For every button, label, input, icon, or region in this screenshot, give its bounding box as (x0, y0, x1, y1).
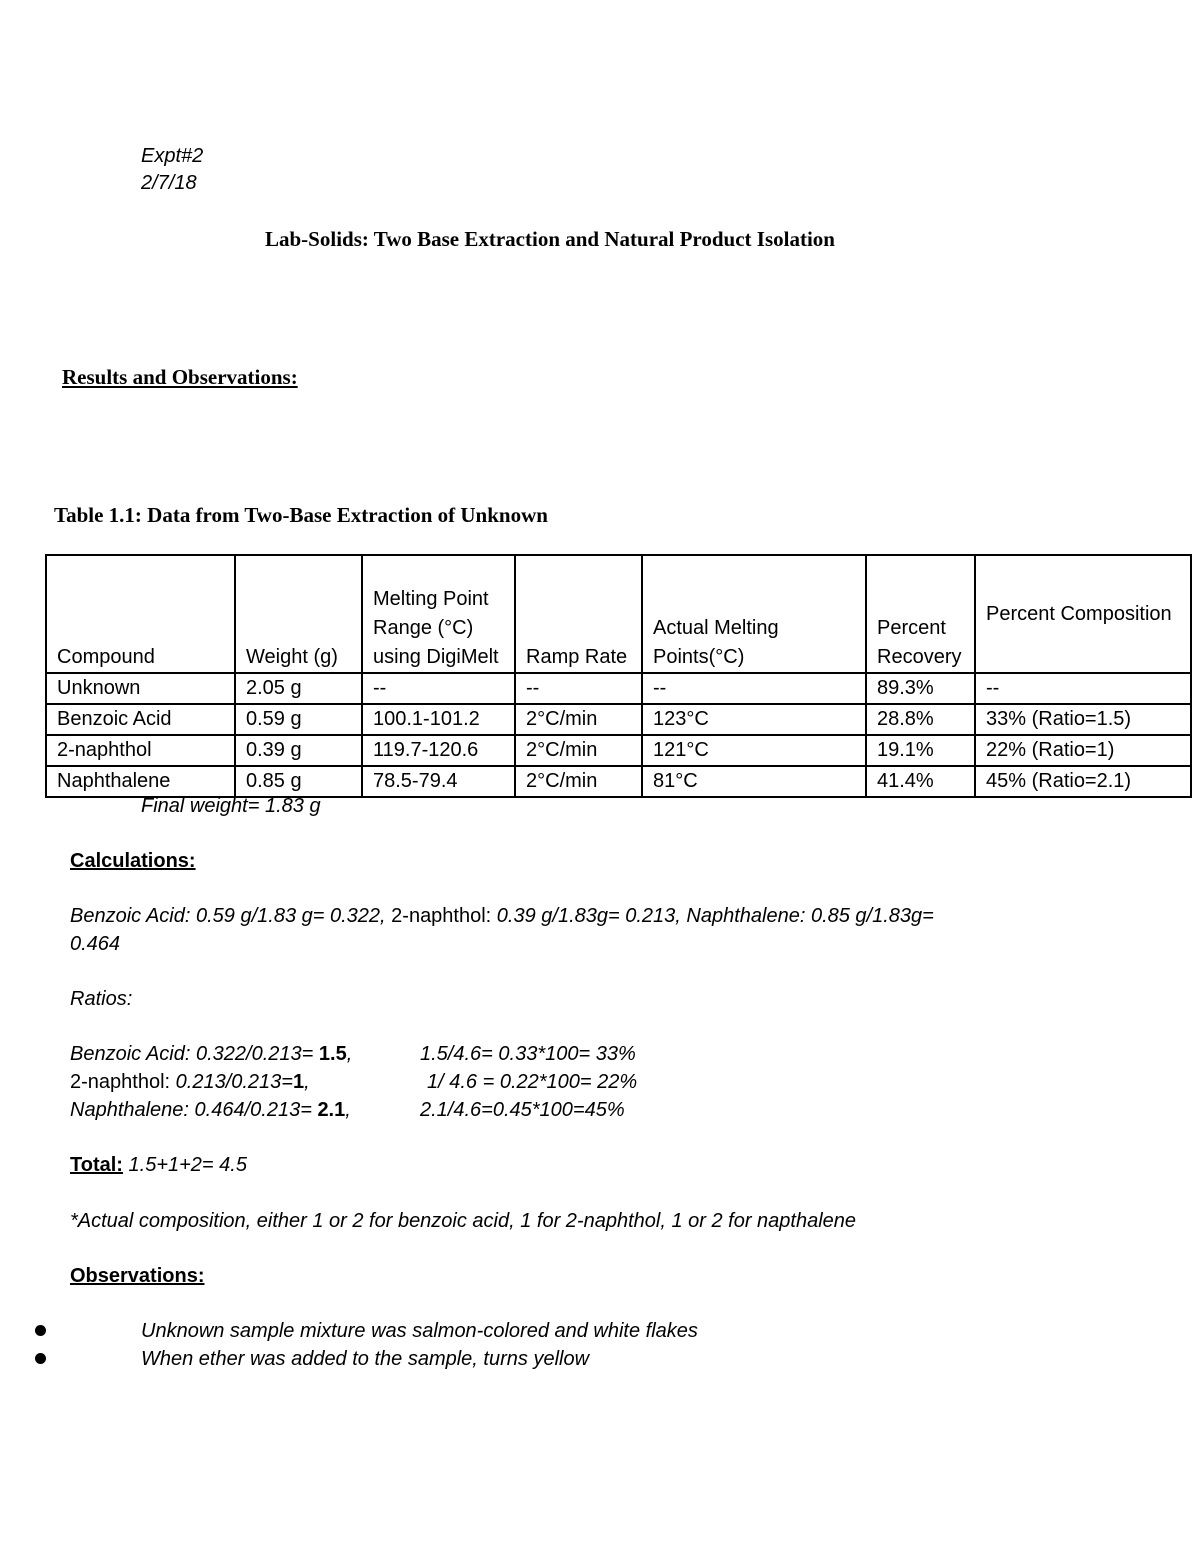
table-cell: 0.59 g (235, 704, 362, 735)
table-caption: Table 1.1: Data from Two-Base Extraction of Unknown (54, 503, 548, 527)
calculations-heading: Calculations: (70, 850, 196, 872)
document-title: Lab-Solids: Two Base Extraction and Natural Product Isolation (265, 227, 835, 251)
data-table (45, 554, 1192, 798)
table-cell: -- (642, 673, 866, 704)
total-value: 1.5+1+2= 4.5 (122, 1154, 247, 1176)
calc-benzoic-text: Benzoic Acid: 0.59 g/1.83 g= 0.322, (70, 905, 392, 927)
table-cell: Benzoic Acid (46, 704, 235, 735)
table-cell: 0.39 g (235, 735, 362, 766)
composition-note: *Actual composition, either 1 or 2 for benzoic acid, 1 for 2-naphthol, 1 or 2 for napthalene (70, 1210, 857, 1232)
header-cell: Weight (g) (235, 555, 362, 673)
bullet-icon (35, 1325, 46, 1336)
table-cell: -- (975, 673, 1191, 704)
ratio-benzoic-expr: Benzoic Acid: 0.322/0.213= (70, 1043, 319, 1065)
ratio-naphthol (70, 1071, 310, 1094)
ratio-naphthalene-expr: Naphthalene: 0.464/0.213= (70, 1099, 318, 1121)
table-cell: 121°C (642, 735, 866, 766)
table-cell: 28.8% (866, 704, 975, 735)
total-line (70, 1154, 247, 1177)
calc-line-1 (70, 905, 934, 928)
ratio-benzoic-comma: , (346, 1043, 353, 1065)
observations-heading: Observations: (70, 1265, 205, 1287)
observation-item: When ether was added to the sample, turns yellow (141, 1348, 590, 1370)
table-cell: 100.1-101.2 (362, 704, 515, 735)
header-cell: Actual Melting Points(°C) (642, 555, 866, 673)
ratio-naphthalene (70, 1099, 351, 1122)
table-cell: 19.1% (866, 735, 975, 766)
ratio-naphthol-comma: , (304, 1071, 310, 1093)
table-cell: 2-naphthol (46, 735, 235, 766)
ratios-label: Ratios: (70, 988, 133, 1010)
table-cell: -- (515, 673, 642, 704)
ratio-naphthol-label: 2-naphthol: (70, 1071, 176, 1093)
table-row (46, 735, 1191, 766)
table-cell: 45% (Ratio=2.1) (975, 766, 1191, 797)
table-row (46, 704, 1191, 735)
ratio-benzoic-percent: 1.5/4.6= 0.33*100= 33% (420, 1043, 636, 1065)
table-cell: 0.85 g (235, 766, 362, 797)
calc-naphthol-label: 2-naphthol: (391, 905, 497, 927)
table-cell: 78.5-79.4 (362, 766, 515, 797)
ratio-naphthol-expr: 0.213/0.213= (175, 1071, 293, 1093)
ratio-naphthol-percent: 1/ 4.6 = 0.22*100= 22% (427, 1071, 638, 1093)
observation-item: Unknown sample mixture was salmon-colored and white flakes (141, 1320, 698, 1342)
experiment-date: 2/7/18 (141, 172, 197, 194)
total-label: Total: (70, 1154, 123, 1176)
table-cell: 89.3% (866, 673, 975, 704)
calc-rest-text: 0.39 g/1.83g= 0.213, Naphthalene: 0.85 g/1.83g= (496, 905, 934, 927)
table-cell: 123°C (642, 704, 866, 735)
ratio-benzoic (70, 1043, 352, 1066)
table-cell: 2°C/min (515, 766, 642, 797)
ratio-naphthalene-value: 2.1 (317, 1099, 346, 1121)
table-cell: -- (362, 673, 515, 704)
table-cell: 22% (Ratio=1) (975, 735, 1191, 766)
bullet-icon (35, 1353, 46, 1364)
results-heading: Results and Observations: (62, 365, 298, 389)
table-row (46, 673, 1191, 704)
ratio-benzoic-value: 1.5 (318, 1043, 347, 1065)
table-header-row (46, 555, 1191, 673)
table-cell: 41.4% (866, 766, 975, 797)
header-cell: Percent Composition (975, 555, 1191, 673)
table-cell: 81°C (642, 766, 866, 797)
header-cell: Ramp Rate (515, 555, 642, 673)
table-cell: Unknown (46, 673, 235, 704)
header-cell: Percent Recovery (866, 555, 975, 673)
table-cell: 33% (Ratio=1.5) (975, 704, 1191, 735)
table-row (46, 766, 1191, 797)
table-cell: 2°C/min (515, 704, 642, 735)
ratio-naphthalene-percent: 2.1/4.6=0.45*100=45% (420, 1099, 625, 1121)
table-cell: 2.05 g (235, 673, 362, 704)
table-cell: Naphthalene (46, 766, 235, 797)
ratio-naphthalene-comma: , (345, 1099, 351, 1121)
ratio-naphthol-value: 1 (292, 1071, 305, 1093)
table-cell: 2°C/min (515, 735, 642, 766)
final-weight: Final weight= 1.83 g (141, 795, 321, 817)
calc-line-2: 0.464 (70, 933, 121, 955)
experiment-number: Expt#2 (141, 145, 204, 167)
header-cell: Compound (46, 555, 235, 673)
header-cell: Melting Point Range (°C) using DigiMelt (362, 555, 515, 673)
table-cell: 119.7-120.6 (362, 735, 515, 766)
